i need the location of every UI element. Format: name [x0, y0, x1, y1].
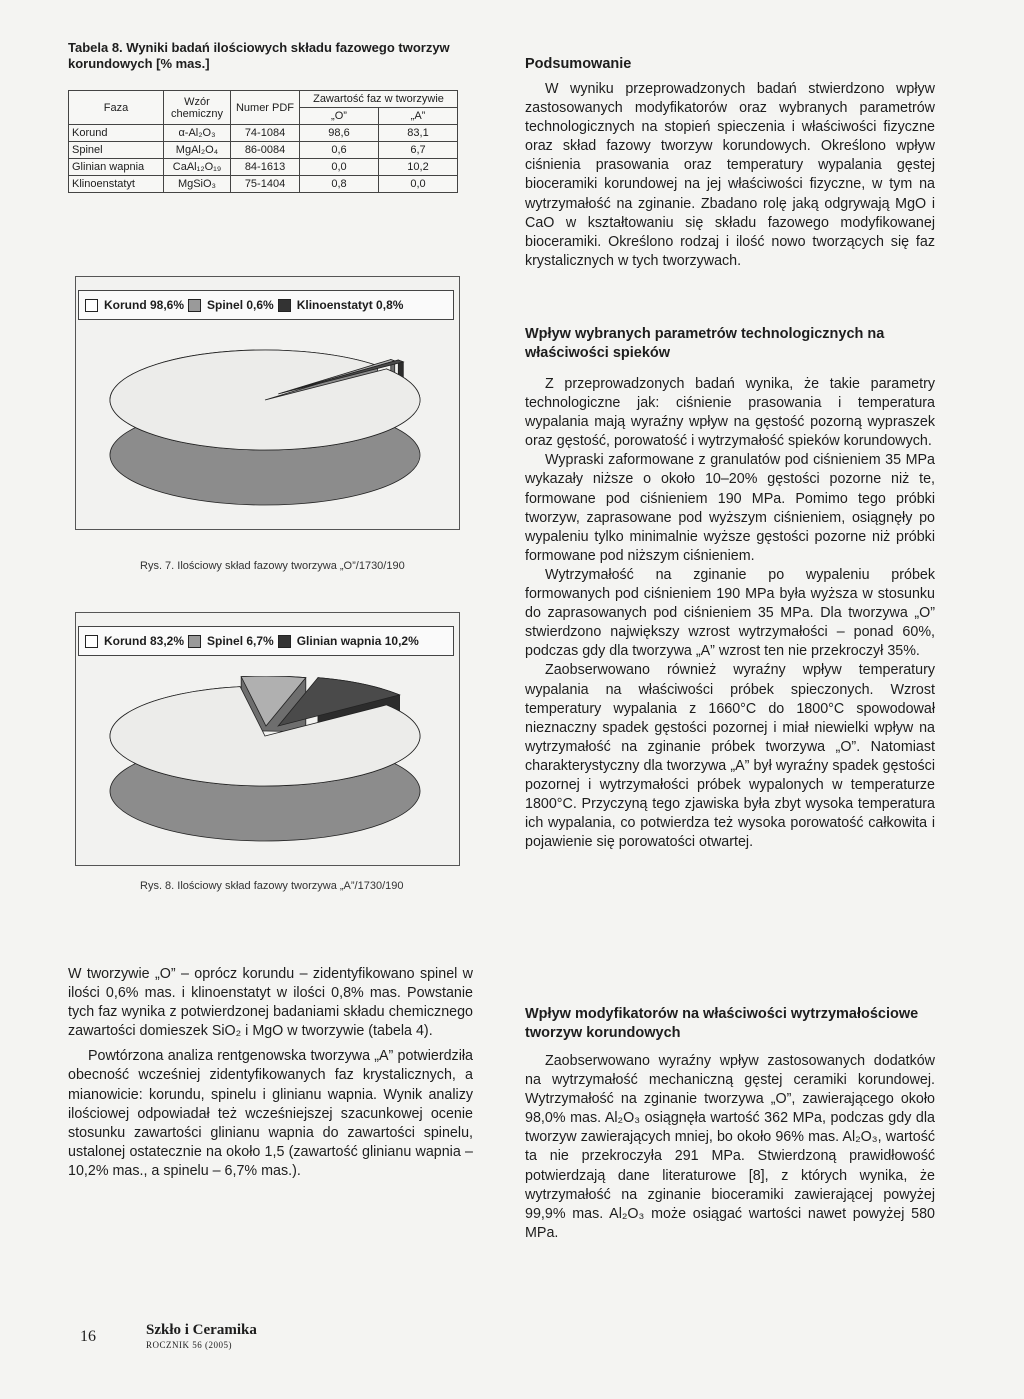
fig8-pie-chart — [95, 676, 445, 856]
paragraph: W wyniku przeprowadzonych badań stwierdzono wpływ zastosowanych modyfikatorów oraz wybranych parametrów technologicznych na stopień spieczenia i właściwości fizyczne oraz skład fazowy tworzyw korundowych. Określono wpływ ciśnienia prasowania oraz temperatury wypalania gęstej bioceramiki korundowej na jej właściwości fizyczne, w tym na wytrzymałość na zginanie. Zbadano rolę jaką odgrywają MgO i CaO w kształtowaniu się składu fazowego modyfikowanej bioceramiki. Określono rodzaj i ilość nowo tworzących się faz krystalicznych w tych tworzywach. — [525, 81, 935, 269]
fig8-caption: Rys. 8. Ilościowy skład fazowy tworzywa „A”/1730/190 — [140, 880, 404, 892]
legend-swatch-spinel — [188, 635, 201, 648]
th-zawartosc: Zawartość faz w tworzywie — [300, 91, 458, 108]
legend-swatch-spinel — [188, 299, 201, 312]
table-row — [69, 142, 458, 159]
paragraph: Powtórzona analiza rentgenowska tworzywa „A” potwierdziła obecność wcześniej zidentyfikowanych faz krystalicznych, a mianowicie: korundu, spinelu i glinianu wapnia. Wynik analizy ilościowej odpowiadał też wcześniejszej szacunkowej ocenie stosunku zawartości glinianu wapnia do zawartości spinelu, ustalonej ostatecznie na około 1,5 (zawartość glinianu wapnia – 10,2% mas., a spinelu – 6,7% mas.). — [68, 1048, 473, 1179]
cell-pdf: 75-1404 — [231, 176, 300, 193]
cell-wzor: CaAl₁₂O₁₉ — [164, 159, 231, 176]
phase-table — [68, 90, 458, 193]
cell-o: 98,6 — [300, 125, 379, 142]
fig7-pie-chart — [95, 340, 445, 520]
cell-o: 0,0 — [300, 159, 379, 176]
modyfikatory-body — [525, 1052, 935, 1243]
legend-label-spinel: Spinel 6,7% — [207, 634, 274, 648]
paragraph: Zaobserwowano również wyraźny wpływ temperatury wypalania na właściwości próbek spieczonych. Wzrost temperatury wypalania z 1660°C do 1800°C spowodował nieznaczny spadek gęstości pozornej i miał niewielki wpływ na wytrzymałość na zginanie próbek tworzywa „O”. Natomiast charakterystyczny dla tworzywa „A” był wyraźny spadek gęstości pozornej i wytrzymałości próbek wypalonych w temperaturze 1800°C. Przyczyną tego zjawiska była zbyt wysoka temperatura ich wypalania, co potwierdza też wysoka porowatość całkowita i pojawienie się porowatości otwartej. — [525, 662, 935, 851]
summary-body — [525, 80, 935, 271]
cell-a: 10,2 — [379, 159, 458, 176]
legend-label-korund: Korund 83,2% — [104, 634, 185, 648]
journal-name: Szkło i Ceramika — [146, 1322, 257, 1338]
legend-label-glinian: Glinian wapnia 10,2% — [296, 634, 419, 648]
fig7-legend — [78, 290, 454, 320]
cell-faza: Klinoenstatyt — [69, 176, 164, 193]
cell-faza: Glinian wapnia — [69, 159, 164, 176]
cell-a: 0,0 — [379, 176, 458, 193]
th-o: „O” — [300, 108, 379, 125]
legend-label-spinel: Spinel 0,6% — [207, 298, 274, 312]
cell-wzor: α-Al₂O₃ — [164, 125, 231, 142]
heading-modyfikatory: Wpływ modyfikatorów na właściwości wytrzymałościowe tworzyw korundowych — [525, 1006, 919, 1041]
table-row — [69, 125, 458, 142]
paragraph: W tworzywie „O” – oprócz korundu – zidentyfikowano spinel w ilości 0,6% mas. i klinoenstatyt w ilości 0,8% mas. Powstanie tych faz wynika z potwierdzonej badaniami składu chemicznego zawartości domieszek SiO₂ i MgO w tworzywie (tabela 4). — [68, 966, 473, 1040]
cell-o: 0,8 — [300, 176, 379, 193]
legend-swatch-glinian — [278, 635, 291, 648]
page-number: 16 — [80, 1328, 96, 1345]
journal-issue: ROCZNIK 56 (2005) — [146, 1340, 232, 1350]
legend-label-klinoenstatyt: Klinoenstatyt 0,8% — [296, 298, 404, 312]
legend-label-korund: Korund 98,6% — [104, 298, 185, 312]
fig8-legend — [78, 626, 454, 656]
legend-swatch-korund — [85, 635, 98, 648]
cell-pdf: 86-0084 — [231, 142, 300, 159]
paragraph: Zaobserwowano wyraźny wpływ zastosowanych dodatków na wytrzymałość mechaniczną gęstej ceramiki korundowej. Wytrzymałość na zginanie tworzywa „O”, zawierającego około 98,0% mas. Al₂O₃ osiągnęła wartość 362 MPa, podczas gdy dla tworzyw zawierających mniej, bo około 96% mas. Al₂O₃, wartość ta nie przekroczyła 291 MPa. Stwierdzoną prawidłowość potwierdzają dane literaturowe [8], z których wynika, że wytrzymałość na zginanie bioceramiki zawierającej powyżej 99,9% mas. Al₂O₃ może osiągać wartości nawet powyżej 580 MPa. — [525, 1053, 935, 1241]
cell-faza: Korund — [69, 125, 164, 142]
cell-pdf: 74-1084 — [231, 125, 300, 142]
table-row — [69, 176, 458, 193]
cell-wzor: MgSiO₃ — [164, 176, 231, 193]
legend-swatch-klinoenstatyt — [278, 299, 291, 312]
left-body — [68, 965, 473, 1181]
cell-o: 0,6 — [300, 142, 379, 159]
cell-faza: Spinel — [69, 142, 164, 159]
legend-swatch-korund — [85, 299, 98, 312]
th-faza: Faza — [69, 91, 164, 125]
cell-pdf: 84-1613 — [231, 159, 300, 176]
th-wzor: Wzór chemiczny — [164, 91, 231, 125]
paragraph: Wypraski zaformowane z granulatów pod ciśnieniem 35 MPa wykazały niższe o około 10–20% gęstości pozorne niż te, formowane pod ciśnieniem 190 MPa. Pomimo tego próbki tworzyw, zaprasowane pod wyższym ciśnieniem, osiągnęły po wypaleniu tylko minimalnie wyższe gęstości pozorne niż próbki formowane pod niższym ciśnieniem. — [525, 452, 935, 564]
cell-wzor: MgAl₂O₄ — [164, 142, 231, 159]
paragraph: Z przeprowadzonych badań wynika, że takie parametry technologiczne jak: ciśnienie prasowania i temperatura wypalania mają wyraźny wpływ na gęstość pozorną wypraszek oraz gęstość, porowatość i wytrzymałość spieków korundowych. — [525, 376, 935, 450]
cell-a: 83,1 — [379, 125, 458, 142]
th-a: „A” — [379, 108, 458, 125]
th-numer: Numer PDF — [231, 91, 300, 125]
cell-a: 6,7 — [379, 142, 458, 159]
heading-parametry: Wpływ wybranych parametrów technologicznych na właściwości spieków — [525, 326, 885, 361]
paragraph: Wytrzymałość na zginanie po wypaleniu próbek formowanych pod ciśnieniem 190 MPa była wyższa w stosunku do zaprasowanych pod ciśnieniem 35 MPa. Dla tworzywa „O” stwierdzono największy wzrost wytrzymałości – ponad 60%, podczas gdy dla tworzywa „A” wzrost ten nie przekroczył 35%. — [525, 566, 935, 660]
heading-podsumowanie: Podsumowanie — [525, 56, 632, 72]
fig7-caption: Rys. 7. Ilościowy skład fazowy tworzywa „O”/1730/190 — [140, 560, 405, 572]
table-caption: Tabela 8. Wyniki badań ilościowych składu fazowego tworzyw korundowych [% mas.] — [68, 40, 450, 71]
parametry-body — [525, 375, 935, 852]
table-row — [69, 159, 458, 176]
